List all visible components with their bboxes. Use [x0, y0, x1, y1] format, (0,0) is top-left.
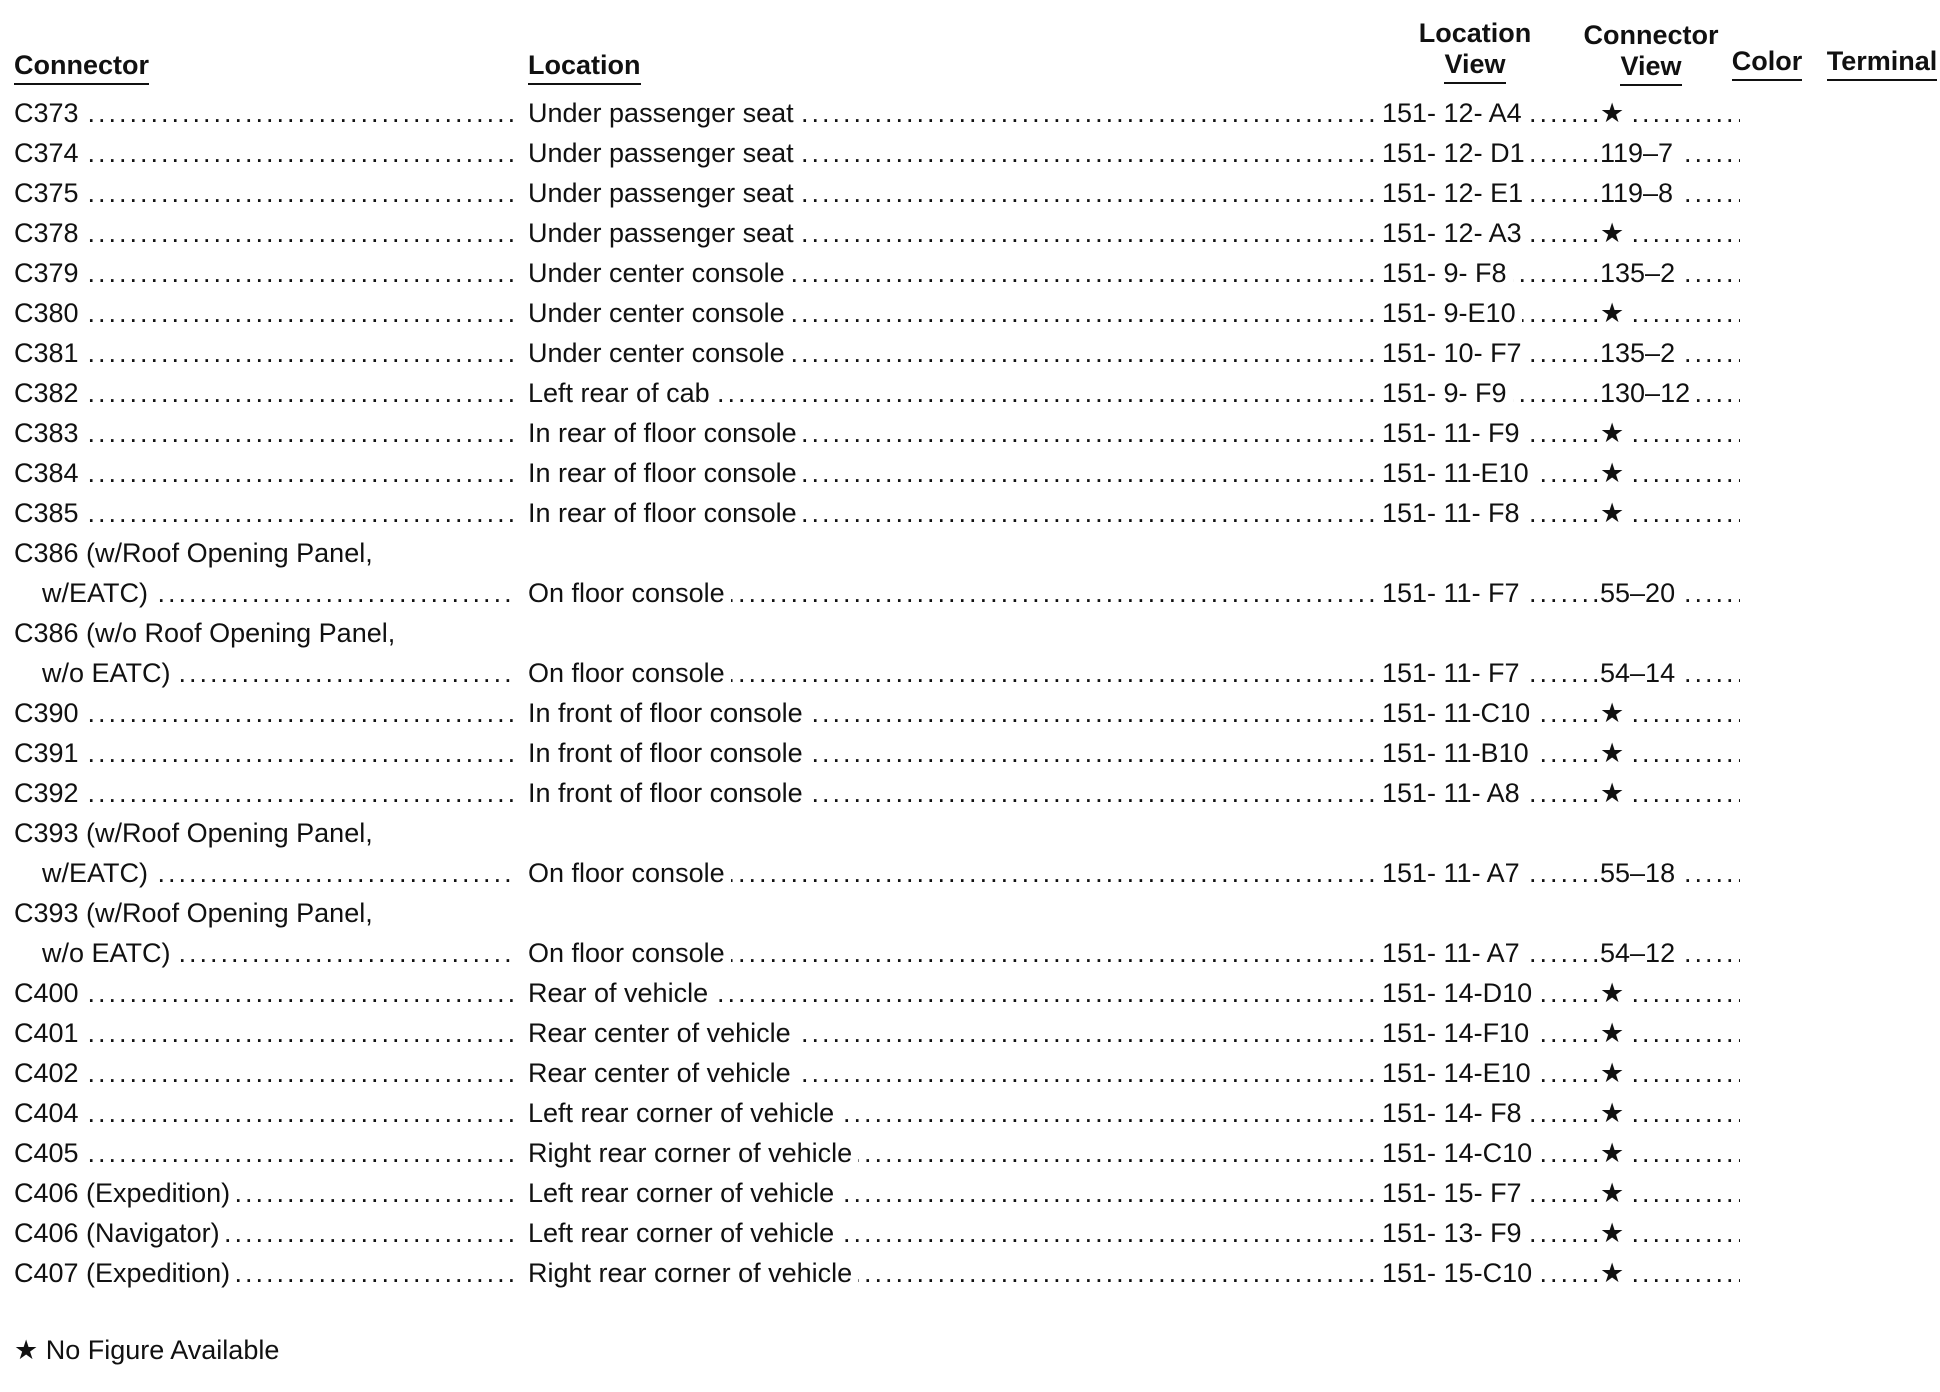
connector-view-cell-text: ★ [1600, 978, 1630, 1008]
location-cell [528, 494, 1380, 532]
dot-leader [14, 494, 514, 532]
connector-view-cell [1600, 94, 1740, 132]
location-view-cell-text: 151- 9- F9 [1382, 378, 1513, 408]
connector-view-cell-text: ★ [1600, 1178, 1630, 1208]
connector-cell-text: C374 [14, 138, 85, 168]
footnote: ★ No Figure Available [14, 1335, 280, 1365]
location-view-cell [1382, 1214, 1600, 1252]
location-view-cell-text: 151- 14- F8 [1382, 1098, 1528, 1128]
location-view-cell [1382, 1054, 1600, 1092]
header-location [528, 50, 641, 85]
location-view-cell [1382, 734, 1600, 772]
connector-view-cell [1600, 694, 1740, 732]
location-cell-text: Left rear corner of vehicle [528, 1178, 840, 1208]
location-cell-text: In rear of floor console [528, 498, 803, 528]
location-view-cell-text: 151- 13- F9 [1382, 1218, 1528, 1248]
connector-view-cell [1600, 654, 1740, 692]
connector-cell-text: C382 [14, 378, 85, 408]
connector-view-cell-text: 55–20 [1600, 578, 1681, 608]
connector-view-cell-text: ★ [1600, 1218, 1630, 1248]
connector-view-cell-text: ★ [1600, 698, 1630, 728]
header-location-view [1400, 18, 1550, 84]
connector-view-cell [1600, 1174, 1740, 1212]
dot-leader [14, 1134, 514, 1172]
location-cell [528, 1054, 1380, 1092]
dot-leader [14, 974, 514, 1012]
dot-leader [14, 214, 514, 252]
location-cell-text: Left rear corner of vehicle [528, 1098, 840, 1128]
connector-cell-text: C380 [14, 298, 85, 328]
location-cell-text: Right rear corner of vehicle [528, 1258, 858, 1288]
header-terminal-label: Terminal [1827, 46, 1938, 81]
connector-view-cell-text: 55–18 [1600, 858, 1681, 888]
table-row [0, 774, 1940, 812]
connector-view-cell [1600, 254, 1740, 292]
location-view-cell [1382, 1094, 1600, 1132]
location-cell [528, 934, 1380, 972]
dot-leader [14, 254, 514, 292]
location-view-cell-text: 151- 14-E10 [1382, 1058, 1537, 1088]
location-cell [528, 1094, 1380, 1132]
connector-cell [14, 494, 514, 532]
location-view-cell-text: 151- 11- F9 [1382, 418, 1526, 448]
location-view-cell [1382, 334, 1600, 372]
connector-cell-text: C392 [14, 778, 85, 808]
header-terminal [1824, 46, 1940, 81]
table-row [0, 334, 1940, 372]
location-cell-text: Under center console [528, 298, 791, 328]
table-row [0, 694, 1940, 732]
connector-view-cell [1600, 414, 1740, 452]
dot-leader [14, 414, 514, 452]
location-cell-text: Under passenger seat [528, 138, 800, 168]
location-view-cell [1382, 94, 1600, 132]
header-location-label: Location [528, 50, 641, 85]
connector-cell-text: C383 [14, 418, 85, 448]
table-row [0, 454, 1940, 492]
location-view-cell-text: 151- 12- D1 [1382, 138, 1531, 168]
location-view-cell [1382, 374, 1600, 412]
connector-view-cell-text: ★ [1600, 458, 1630, 488]
connector-view-cell-text: ★ [1600, 298, 1630, 328]
connector-cell [14, 1094, 514, 1132]
connector-view-cell [1600, 854, 1740, 892]
location-view-cell-text: 151- 12- A3 [1382, 218, 1528, 248]
connector-cell-text: w/o EATC) [42, 938, 177, 968]
connector-cell [14, 294, 514, 332]
table-row [0, 1254, 1940, 1292]
connector-view-cell-text: ★ [1600, 1098, 1630, 1128]
connector-view-cell-text: ★ [1600, 1138, 1630, 1168]
connector-cell [14, 134, 514, 172]
connector-cell-text: C381 [14, 338, 85, 368]
connector-view-cell [1600, 214, 1740, 252]
location-cell-text: Under center console [528, 258, 791, 288]
location-cell [528, 334, 1380, 372]
location-view-cell [1382, 414, 1600, 452]
connector-cell [14, 974, 514, 1012]
connector-cell-text: C379 [14, 258, 85, 288]
dot-leader [14, 134, 514, 172]
connector-view-cell [1600, 1254, 1740, 1292]
location-view-cell [1382, 1254, 1600, 1292]
table-row [0, 894, 1940, 972]
connector-cell [14, 774, 514, 812]
connector-cell [14, 94, 514, 132]
location-view-cell-text: 151- 10- F7 [1382, 338, 1528, 368]
dot-leader [14, 1094, 514, 1132]
location-view-cell [1382, 654, 1600, 692]
connector-name-line1: C386 (w/Roof Opening Panel, [14, 538, 373, 568]
connector-view-cell-text: 130–12 [1600, 378, 1696, 408]
location-view-cell-text: 151- 9- F8 [1382, 258, 1513, 288]
table-row [0, 254, 1940, 292]
connector-view-cell [1600, 174, 1740, 212]
connector-view-cell-text: ★ [1600, 498, 1630, 528]
connector-cell-text: w/o EATC) [42, 658, 177, 688]
connector-cell-text: C373 [14, 98, 85, 128]
connector-name-line1: C386 (w/o Roof Opening Panel, [14, 618, 396, 648]
connector-cell [42, 854, 514, 892]
connector-cell-text: C406 (Navigator) [14, 1218, 226, 1248]
connector-cell-text: C384 [14, 458, 85, 488]
location-view-cell-text: 151- 14-D10 [1382, 978, 1538, 1008]
location-view-cell-text: 151- 11-B10 [1382, 738, 1535, 768]
location-cell-text: Under passenger seat [528, 218, 800, 248]
dot-leader [14, 734, 514, 772]
connector-cell [14, 414, 514, 452]
connector-cell-text: C402 [14, 1058, 85, 1088]
connector-view-cell-text: 119–7 [1600, 138, 1679, 168]
location-view-cell [1382, 254, 1600, 292]
table-row [0, 1134, 1940, 1172]
connector-name-line1: C393 (w/Roof Opening Panel, [14, 818, 373, 848]
dot-leader [14, 174, 514, 212]
location-cell [528, 654, 1380, 692]
connector-view-cell-text: 54–14 [1600, 658, 1681, 688]
location-cell [528, 1174, 1380, 1212]
location-view-cell-text: 151- 12- A4 [1382, 98, 1528, 128]
connector-view-cell [1600, 454, 1740, 492]
location-view-cell-text: 151- 15- F7 [1382, 1178, 1528, 1208]
connector-cell [14, 734, 514, 772]
location-cell [528, 214, 1380, 252]
location-view-cell [1382, 1174, 1600, 1212]
location-cell-text: Left rear corner of vehicle [528, 1218, 840, 1248]
location-cell [528, 574, 1380, 612]
connector-cell [14, 454, 514, 492]
location-view-cell [1382, 934, 1600, 972]
connector-cell [42, 934, 514, 972]
table-row [0, 614, 1940, 692]
header-connector-view-line2: View [1620, 51, 1681, 86]
table-row [0, 1054, 1940, 1092]
location-cell-text: In front of floor console [528, 738, 809, 768]
header-color [1726, 46, 1808, 81]
header-connector-view [1578, 20, 1724, 86]
location-cell-text: In rear of floor console [528, 458, 803, 488]
location-cell [528, 174, 1380, 212]
connector-view-cell-text: 119–8 [1600, 178, 1679, 208]
connector-view-cell-text: 54–12 [1600, 938, 1681, 968]
location-view-cell [1382, 134, 1600, 172]
dot-leader [14, 1054, 514, 1092]
connector-cell [14, 174, 514, 212]
location-view-cell [1382, 494, 1600, 532]
connector-name-line1: C393 (w/Roof Opening Panel, [14, 898, 373, 928]
location-cell-text: Under passenger seat [528, 178, 800, 208]
dot-leader [14, 374, 514, 412]
location-cell [528, 974, 1380, 1012]
location-cell [528, 1134, 1380, 1172]
connector-cell [42, 654, 514, 692]
dot-leader [14, 1014, 514, 1052]
header-location-view-line1: Location [1418, 18, 1532, 48]
connector-cell [14, 1174, 514, 1212]
location-cell-text: Rear center of vehicle [528, 1018, 797, 1048]
location-cell-text: On floor console [528, 858, 731, 888]
connector-cell-text: C404 [14, 1098, 85, 1128]
connector-view-cell [1600, 134, 1740, 172]
location-cell [528, 774, 1380, 812]
table-row [0, 534, 1940, 612]
location-view-cell [1382, 774, 1600, 812]
location-view-cell [1382, 214, 1600, 252]
connector-cell-text: C391 [14, 738, 85, 768]
table-row [0, 414, 1940, 452]
connector-cell-text: w/EATC) [42, 858, 154, 888]
location-view-cell [1382, 854, 1600, 892]
location-cell-text: On floor console [528, 658, 731, 688]
location-cell [528, 1254, 1380, 1292]
connector-cell-text: C401 [14, 1018, 85, 1048]
location-cell [528, 254, 1380, 292]
connector-view-cell [1600, 1214, 1740, 1252]
connector-view-cell [1600, 294, 1740, 332]
location-cell-text: Rear center of vehicle [528, 1058, 797, 1088]
connector-cell [14, 374, 514, 412]
table-row [0, 1094, 1940, 1132]
connector-view-cell [1600, 974, 1740, 1012]
location-view-cell-text: 151- 14-C10 [1382, 1138, 1538, 1168]
location-view-cell [1382, 454, 1600, 492]
connector-view-cell-text: ★ [1600, 778, 1630, 808]
connector-cell-text: C406 (Expedition) [14, 1178, 236, 1208]
location-view-cell-text: 151- 11-C10 [1382, 698, 1536, 728]
location-view-cell-text: 151- 14-F10 [1382, 1018, 1535, 1048]
connector-cell-text: C378 [14, 218, 85, 248]
connector-cell [14, 254, 514, 292]
location-cell [528, 454, 1380, 492]
connector-cell-text: C407 (Expedition) [14, 1258, 236, 1288]
connector-view-cell-text: ★ [1600, 1018, 1630, 1048]
connector-cell-text: C375 [14, 178, 85, 208]
location-view-cell-text: 151- 11- A8 [1382, 778, 1526, 808]
connector-view-cell [1600, 1134, 1740, 1172]
location-cell-text: In front of floor console [528, 698, 809, 728]
location-view-cell-text: 151- 15-C10 [1382, 1258, 1538, 1288]
table-row [0, 974, 1940, 1012]
connector-view-cell [1600, 494, 1740, 532]
location-view-cell [1382, 1134, 1600, 1172]
connector-view-cell-text: ★ [1600, 738, 1630, 768]
table-row [0, 494, 1940, 532]
dot-leader [14, 454, 514, 492]
connector-cell [14, 1054, 514, 1092]
connector-view-cell-text: ★ [1600, 1058, 1630, 1088]
table-row [0, 294, 1940, 332]
connector-view-cell-text: 135–2 [1600, 338, 1681, 368]
header-color-label: Color [1732, 46, 1803, 81]
table-row [0, 174, 1940, 212]
location-cell [528, 734, 1380, 772]
connector-view-cell [1600, 934, 1740, 972]
location-cell [528, 94, 1380, 132]
connector-view-cell-text: 135–2 [1600, 258, 1681, 288]
table-row [0, 1174, 1940, 1212]
location-cell [528, 414, 1380, 452]
table-row [0, 1214, 1940, 1252]
location-view-cell [1382, 694, 1600, 732]
dot-leader [14, 774, 514, 812]
location-view-cell [1382, 574, 1600, 612]
connector-cell [14, 694, 514, 732]
table-row [0, 214, 1940, 252]
connector-cell [14, 214, 514, 252]
location-view-cell-text: 151- 11-E10 [1382, 458, 1535, 488]
location-cell-text: On floor console [528, 578, 731, 608]
connector-view-cell-text: ★ [1600, 418, 1630, 448]
connector-cell-text: w/EATC) [42, 578, 154, 608]
connector-view-cell [1600, 774, 1740, 812]
location-view-cell [1382, 174, 1600, 212]
connector-view-cell-text: ★ [1600, 218, 1630, 248]
connector-view-cell-text: ★ [1600, 98, 1630, 128]
location-view-cell-text: 151- 11- F7 [1382, 658, 1526, 688]
location-cell-text: Right rear corner of vehicle [528, 1138, 858, 1168]
location-cell-text: On floor console [528, 938, 731, 968]
connector-cell-text: C390 [14, 698, 85, 728]
location-view-cell-text: 151- 12- E1 [1382, 178, 1529, 208]
location-cell [528, 1214, 1380, 1252]
location-cell [528, 1014, 1380, 1052]
table-row [0, 814, 1940, 892]
location-view-cell-text: 151- 11- A7 [1382, 938, 1526, 968]
table-row [0, 94, 1940, 132]
header-connector-view-line1: Connector [1583, 20, 1719, 50]
location-cell-text: Under center console [528, 338, 791, 368]
location-cell-text: Left rear of cab [528, 378, 716, 408]
connector-view-cell [1600, 734, 1740, 772]
location-cell [528, 134, 1380, 172]
dot-leader [14, 694, 514, 732]
location-cell-text: Under passenger seat [528, 98, 800, 128]
connector-cell [14, 1254, 514, 1292]
location-view-cell-text: 151- 11- A7 [1382, 858, 1526, 888]
dot-leader [14, 294, 514, 332]
header-location-view-line2: View [1444, 49, 1505, 84]
header-connector [14, 50, 149, 85]
connector-cell [14, 1014, 514, 1052]
connector-view-cell [1600, 1054, 1740, 1092]
connector-cell [14, 1134, 514, 1172]
connector-view-cell [1600, 1014, 1740, 1052]
location-view-cell [1382, 1014, 1600, 1052]
connector-view-cell [1600, 374, 1740, 412]
table-row [0, 374, 1940, 412]
location-cell-text: In rear of floor console [528, 418, 803, 448]
location-cell-text: In front of floor console [528, 778, 809, 808]
location-view-cell-text: 151- 11- F7 [1382, 578, 1526, 608]
location-cell [528, 374, 1380, 412]
dot-leader [14, 94, 514, 132]
location-cell [528, 854, 1380, 892]
location-view-cell [1382, 294, 1600, 332]
connector-view-cell-text: ★ [1600, 1258, 1630, 1288]
dot-leader [14, 334, 514, 372]
location-view-cell [1382, 974, 1600, 1012]
table-row [0, 134, 1940, 172]
connector-cell-text: C405 [14, 1138, 85, 1168]
location-cell [528, 294, 1380, 332]
connector-cell-text: C400 [14, 978, 85, 1008]
location-cell-text: Rear of vehicle [528, 978, 714, 1008]
connector-cell [42, 574, 514, 612]
connector-view-cell [1600, 574, 1740, 612]
connector-view-cell [1600, 1094, 1740, 1132]
connector-cell [14, 1214, 514, 1252]
location-cell [528, 694, 1380, 732]
location-view-cell-text: 151- 9-E10 [1382, 298, 1522, 328]
table-row [0, 734, 1940, 772]
table-row [0, 1014, 1940, 1052]
header-connector-label: Connector [14, 50, 149, 85]
connector-view-cell [1600, 334, 1740, 372]
connector-cell-text: C385 [14, 498, 85, 528]
connector-cell [14, 334, 514, 372]
location-view-cell-text: 151- 11- F8 [1382, 498, 1526, 528]
